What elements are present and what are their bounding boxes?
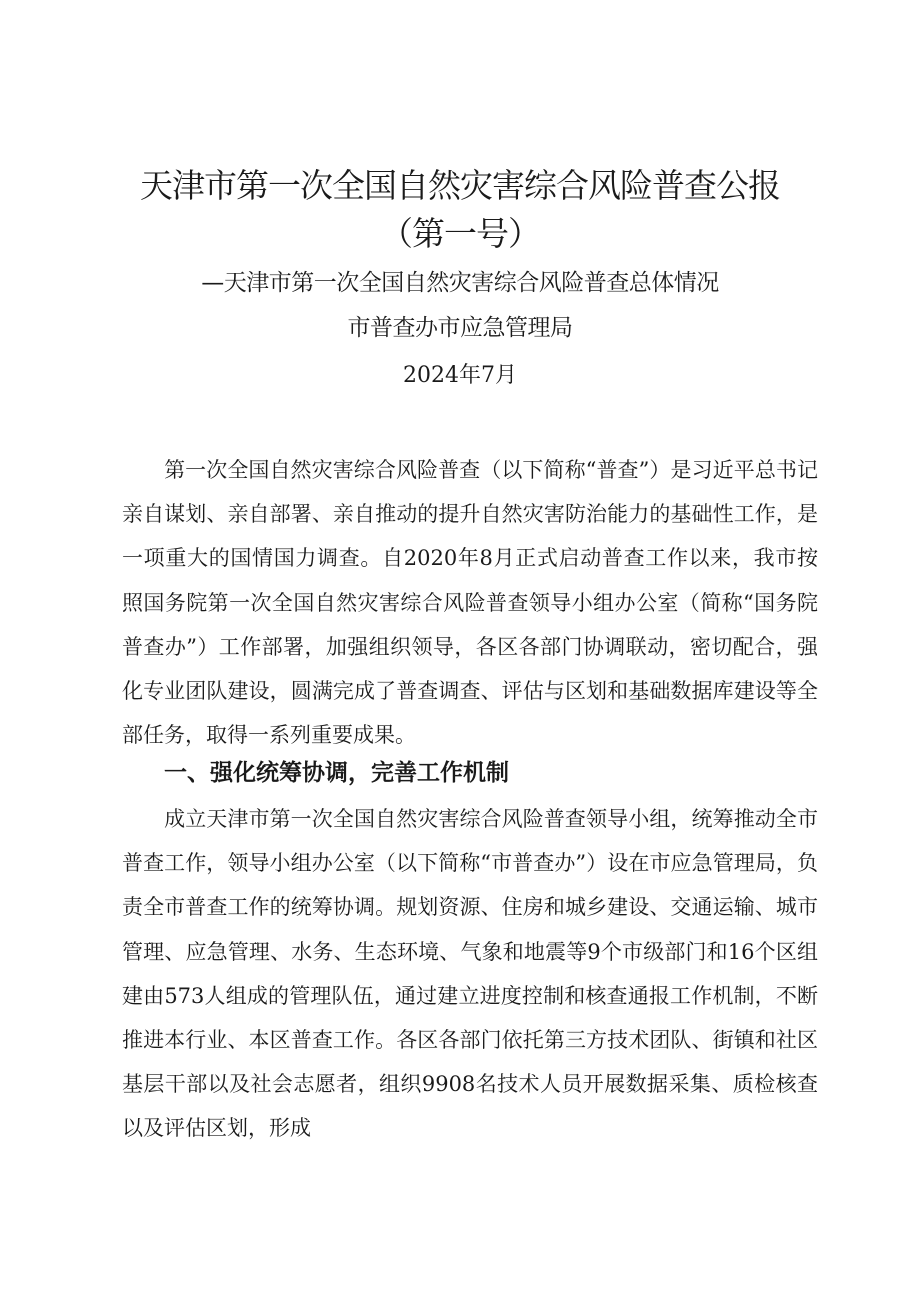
publication-date: 2024年7月	[403, 363, 517, 388]
document-number: （第一号）	[380, 214, 540, 253]
issuing-authority: 市普查办市应急管理局	[347, 315, 573, 341]
section-paragraph	[122, 797, 818, 1151]
intro-paragraph	[122, 448, 818, 757]
section-heading: 一、强化统筹协调，完善工作机制	[164, 760, 509, 786]
intro-paragraph-text: 第一次全国自然灾害综合风险普查（以下简称“普查”）是习近平总书记亲自谋划、亲自部署、亲自推动的提升自然灾害防治能力的基础性工作，是一项重大的国情国力调查。自2020年8月正式启动普查工作以来，我市按照国务院第一次全国自然灾害综合风险普查领导小组办公室（简称“国务院普查办”）工作部署，加强组织领导，各区各部门协调联动，密切配合，强化专业团队建设，圆满完成了普查调查、评估与区划和基础数据库建设等全部任务，取得一系列重要成果。	[122, 458, 818, 748]
section-paragraph-text: 成立天津市第一次全国自然灾害综合风险普查领导小组，统筹推动全市普查工作，领导小组办公室（以下简称“市普查办”）设在市应急管理局，负责全市普查工作的统筹协调。规划资源、住房和城乡建设、交通运输、城市管理、应急管理、水务、生态环境、气象和地震等9个市级部门和16个区组建由573人组成的管理队伍，通过建立进度控制和核查通报工作机制，不断推进本行业、本区普查工作。各区各部门依托第三方技术团队、街镇和社区基层干部以及社会志愿者，组织9908名技术人员开展数据采集、质检核查以及评估区划，形成	[122, 807, 818, 1141]
document-subtitle: —天津市第一次全国自然灾害综合风险普查总体情况	[201, 270, 719, 296]
document-title: 天津市第一次全国自然灾害综合风险普查公报	[140, 166, 780, 205]
